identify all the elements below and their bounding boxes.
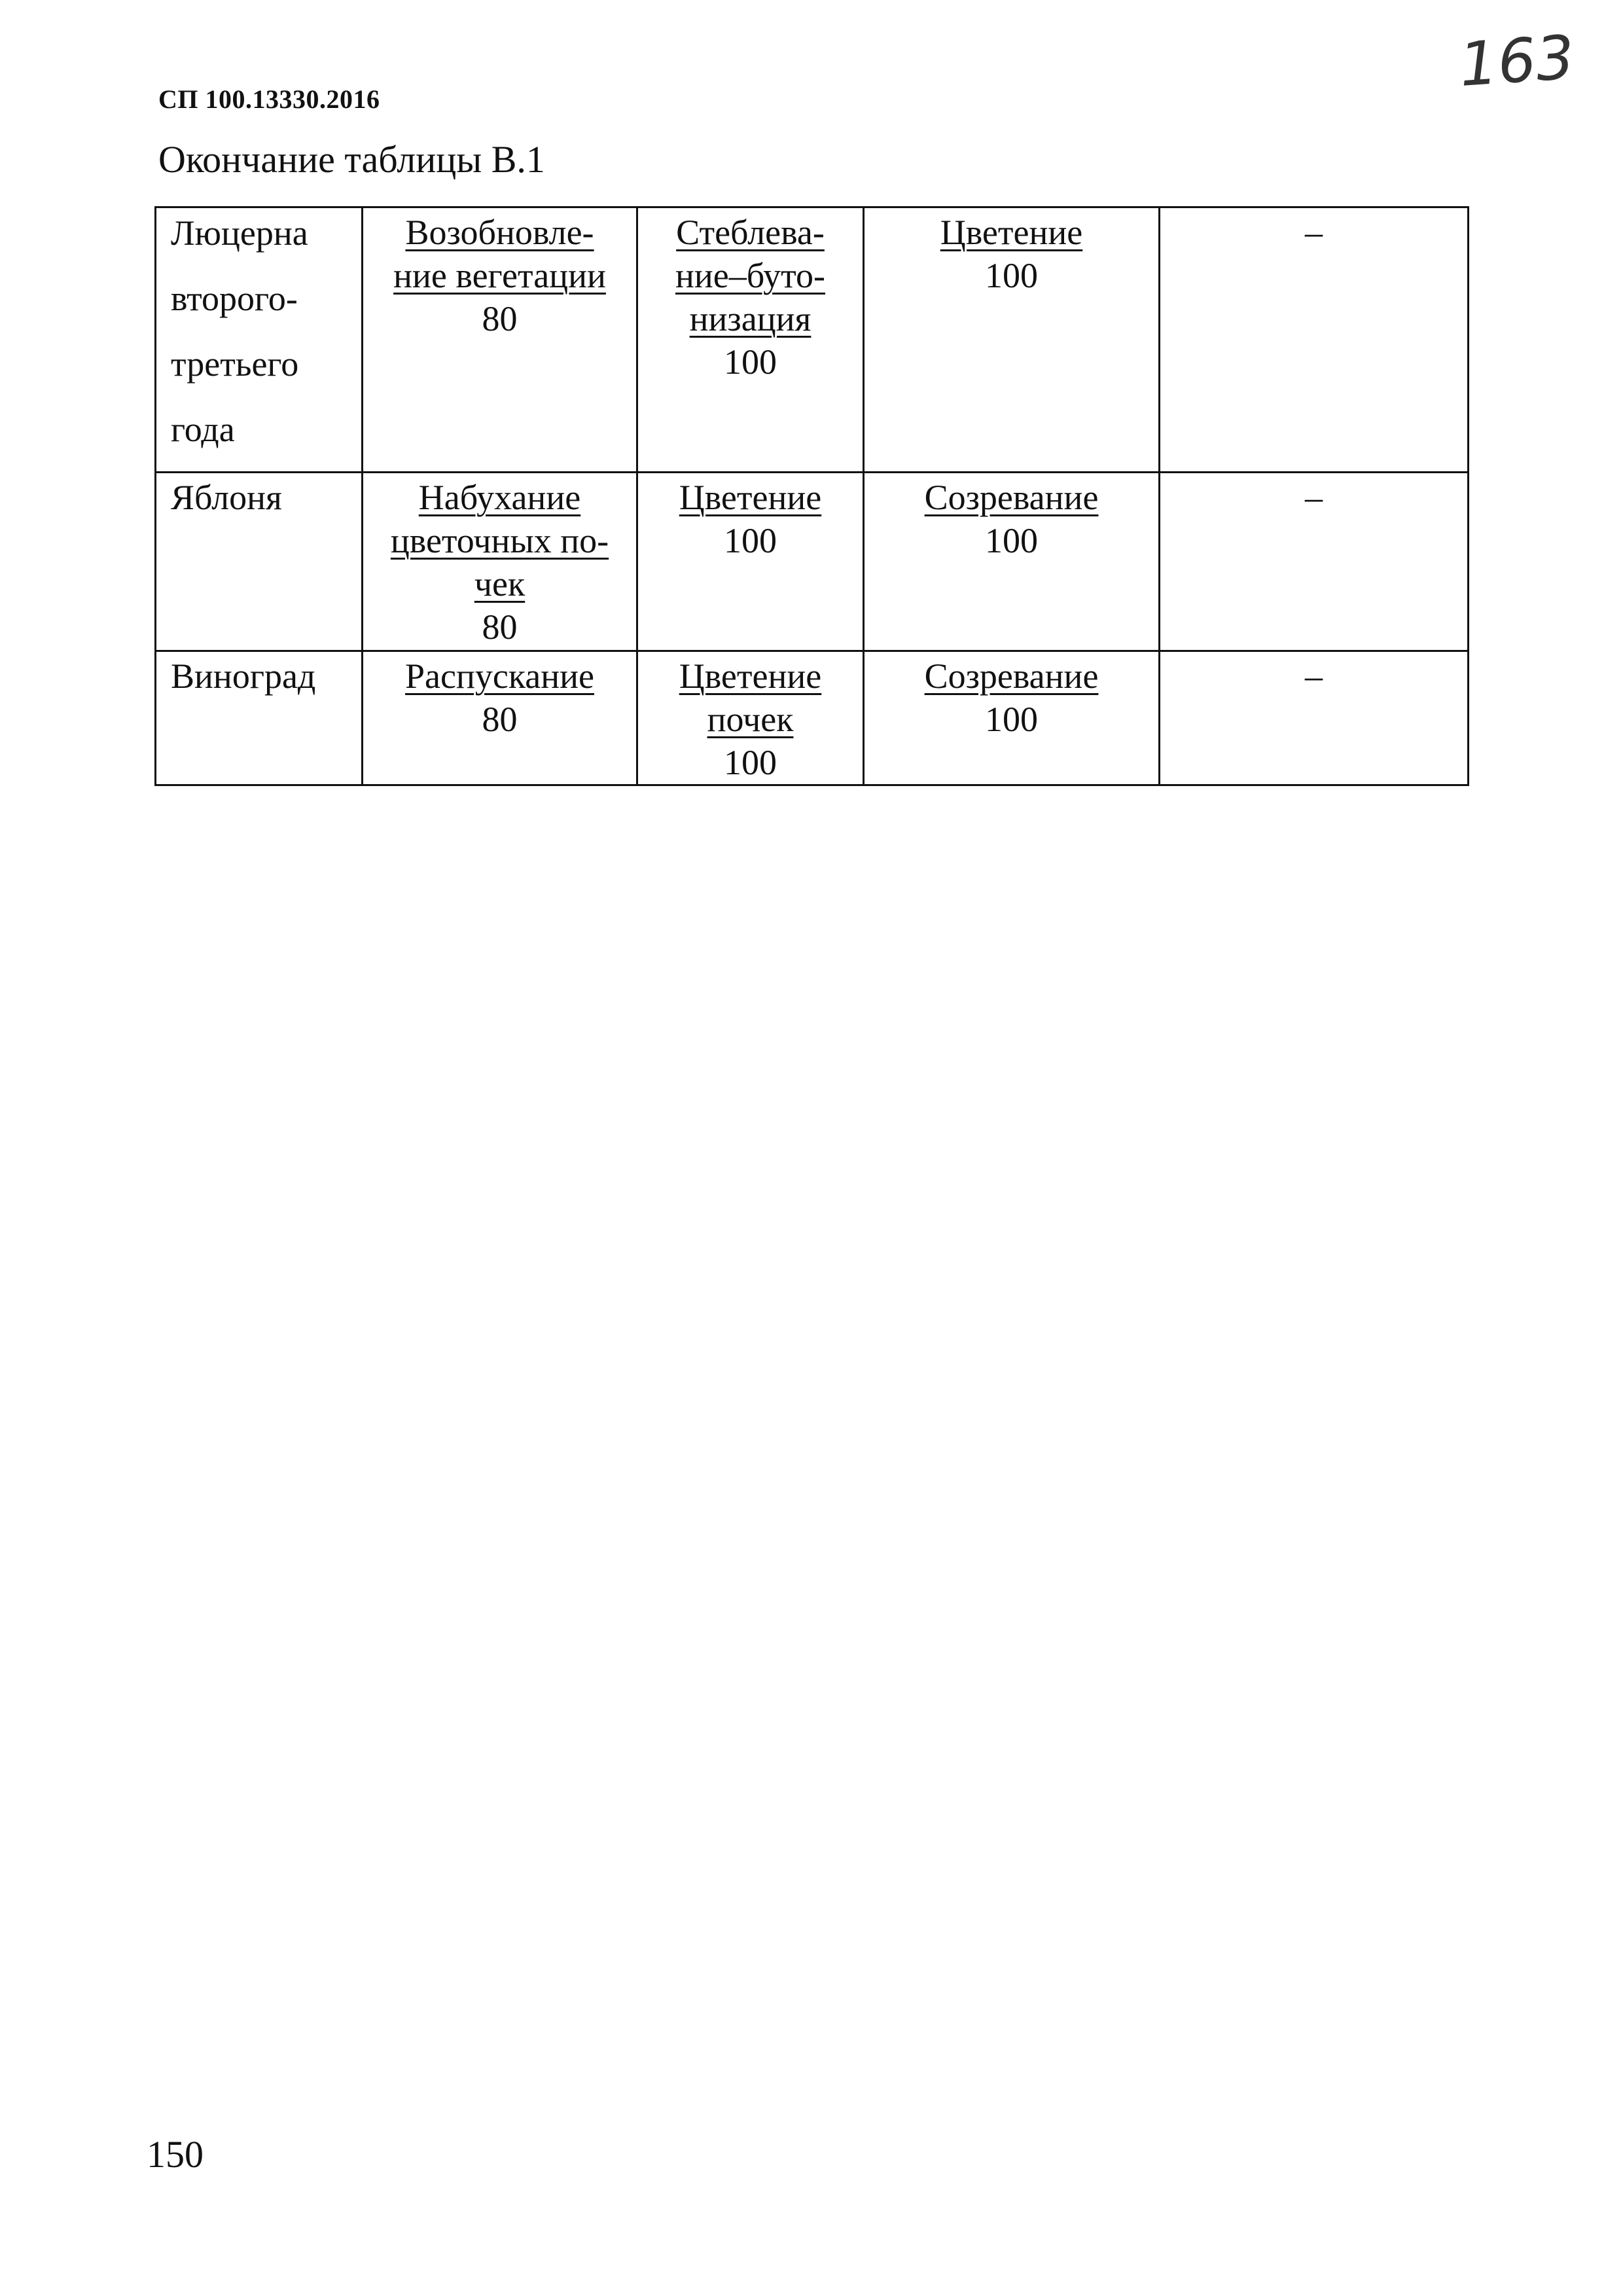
stage-percent: 100 bbox=[724, 743, 777, 782]
stage-cell bbox=[363, 651, 637, 785]
plant-name-line: года bbox=[171, 410, 235, 449]
table-row bbox=[156, 207, 1469, 473]
stage-cell bbox=[363, 207, 637, 473]
plant-name-line: Виноград bbox=[171, 656, 316, 696]
empty-dash: – bbox=[1305, 213, 1323, 252]
stage-percent: 80 bbox=[482, 607, 518, 647]
stage-cell bbox=[1160, 207, 1469, 473]
stage-name-line: Стеблева- bbox=[676, 213, 825, 252]
stage-name-line: ние вегетации bbox=[393, 256, 606, 295]
plant-name-line: второго- bbox=[171, 279, 298, 318]
plant-cell bbox=[156, 207, 363, 473]
stage-name-line: Цветение bbox=[679, 478, 822, 517]
stage-name bbox=[370, 211, 630, 297]
stage-cell bbox=[363, 473, 637, 651]
stage-name bbox=[645, 211, 856, 340]
stage-name bbox=[871, 655, 1152, 698]
stage-name-line: Цветение bbox=[679, 656, 822, 696]
stage-name bbox=[645, 476, 856, 519]
stage-cell bbox=[864, 651, 1160, 785]
stage-name-line: чек bbox=[474, 564, 526, 603]
stage-name bbox=[370, 476, 630, 605]
table-row bbox=[156, 651, 1469, 785]
stage-name-line: Созревание bbox=[924, 478, 1099, 517]
stage-name-line: низация bbox=[689, 299, 812, 338]
stage-percent: 100 bbox=[985, 256, 1038, 295]
stage-cell bbox=[1160, 473, 1469, 651]
page-number: 150 bbox=[147, 2133, 204, 2176]
stage-cell bbox=[637, 651, 864, 785]
stage-cell bbox=[864, 473, 1160, 651]
plant-cell bbox=[156, 651, 363, 785]
stage-name-line: ние–буто- bbox=[675, 256, 826, 295]
stage-name-line: Возобновле- bbox=[405, 213, 594, 252]
phenology-table bbox=[154, 206, 1469, 786]
document-code: СП 100.13330.2016 bbox=[158, 84, 380, 114]
stage-name-line: почек bbox=[707, 700, 794, 739]
plant-name-line: Яблоня bbox=[171, 478, 282, 517]
stage-percent: 80 bbox=[482, 299, 518, 338]
plant-name-line: третьего bbox=[171, 344, 299, 384]
empty-dash: – bbox=[1305, 656, 1323, 696]
stage-cell bbox=[1160, 651, 1469, 785]
stage-name-line: Созревание bbox=[924, 656, 1099, 696]
stage-percent: 100 bbox=[985, 700, 1038, 739]
stage-percent: 100 bbox=[985, 521, 1038, 560]
stage-percent: 80 bbox=[482, 700, 518, 739]
stage-name bbox=[871, 476, 1152, 519]
table-row bbox=[156, 473, 1469, 651]
handwritten-page-number: 163 bbox=[1457, 22, 1577, 100]
plant-name-line: Люцерна bbox=[171, 213, 308, 253]
plant-cell bbox=[156, 473, 363, 651]
stage-cell bbox=[637, 207, 864, 473]
stage-name bbox=[645, 655, 856, 741]
empty-dash: – bbox=[1305, 478, 1323, 517]
stage-percent: 100 bbox=[724, 521, 777, 560]
stage-cell bbox=[864, 207, 1160, 473]
stage-name-line: цветочных по- bbox=[390, 521, 609, 560]
stage-name-line: Распускание bbox=[405, 656, 594, 696]
stage-percent: 100 bbox=[724, 342, 777, 382]
stage-name bbox=[370, 655, 630, 698]
stage-name bbox=[871, 211, 1152, 254]
stage-cell bbox=[637, 473, 864, 651]
stage-name-line: Цветение bbox=[940, 213, 1083, 252]
table-caption: Окончание таблицы В.1 bbox=[158, 138, 545, 181]
stage-name-line: Набухание bbox=[418, 478, 581, 517]
